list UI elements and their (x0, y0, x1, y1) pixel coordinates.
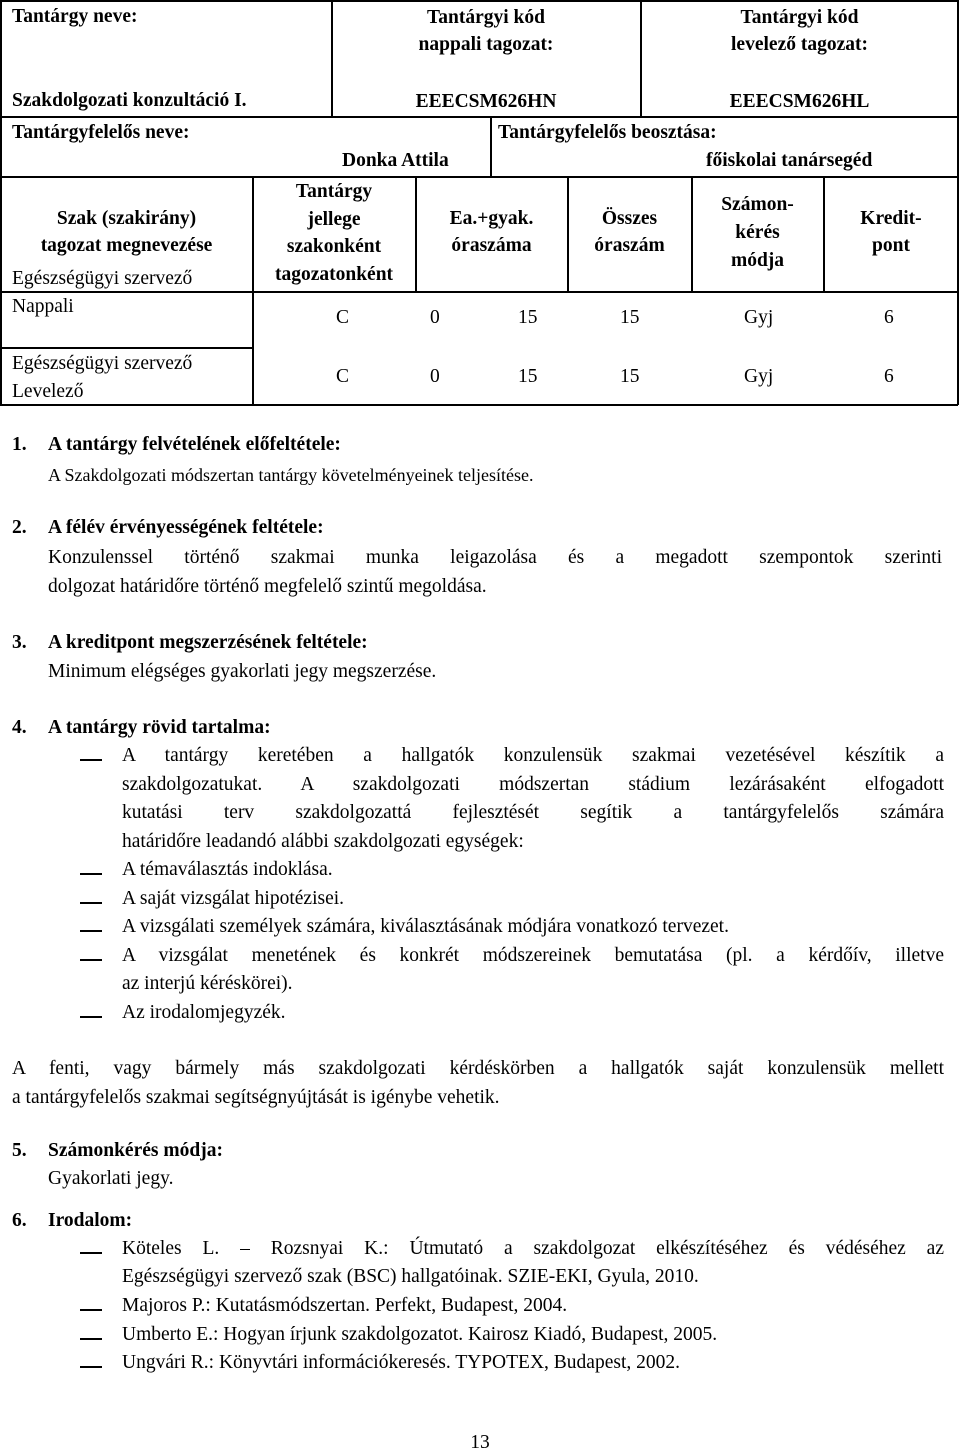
list-item: az interjú kéréskörei). (122, 973, 293, 994)
reference-item: Egészségügyi szervező szak (BSC) hallgatóinak. SZIE-EKI, Gyula, 2010. (122, 1266, 699, 1287)
reference-item: Umberto E.: Hogyan írjunk szakdolgozatot. Kairosz Kiadó, Budapest, 2005. (122, 1324, 718, 1345)
code-day: EEECSM626HN (415, 91, 557, 112)
program-name: Egészségügyi szervező (12, 353, 193, 374)
section-number: 2. (12, 517, 27, 538)
content-text-line: határidőre leadandó alábbi szakdolgozati egységek: (122, 831, 524, 852)
section-title: Irodalom: (48, 1210, 133, 1231)
credit-value: 6 (884, 366, 894, 387)
col-exam-line: kérés (735, 222, 780, 243)
table-rule (0, 0, 958, 2)
table-rule (0, 347, 252, 349)
list-item: A saját vizsgálat hipotézisei. (122, 888, 345, 909)
responsible-name: Donka Attila (342, 150, 449, 171)
section-4-heading (12, 717, 271, 739)
content-text-line: A tantárgy keretében a hallgatók konzulensük szakmai vezetésével készítik a (122, 745, 944, 766)
col-type (253, 178, 415, 288)
section-number: 6. (12, 1210, 27, 1231)
col-type-line: Tantárgy (295, 181, 373, 202)
table-rule (0, 116, 958, 118)
dash-bullet (80, 1252, 102, 1254)
code-corr-label (641, 4, 958, 58)
type-value: C (336, 366, 350, 387)
section-5-text: Gyakorlati jegy. (48, 1168, 174, 1189)
page-number: 13 (470, 1432, 490, 1453)
table-rule (0, 0, 2, 405)
col-program-line: Szak (szakirány) (56, 208, 197, 229)
hours-value: 0 (430, 366, 440, 387)
col-type-line: tagozatonként (274, 263, 394, 285)
section-number: 1. (12, 434, 27, 455)
exam-value: Gyj (744, 366, 774, 387)
section-title: A tantárgy rövid tartalma: (48, 717, 271, 738)
dash-bullet (80, 1338, 102, 1340)
note-text-line: a tantárgyfelelős szakmai segítségnyújtását is igénybe vehetik. (12, 1087, 500, 1108)
hours-value: 0 (430, 307, 440, 328)
section-title: A félév érvényességének feltétele: (48, 517, 324, 538)
section-2-text-line: Konzulenssel történő szakmai munka leigazolása és a megadott szempontok szerinti (48, 547, 942, 568)
reference-item: Köteles L. – Rozsnyai K.: Útmutató a szakdolgozat elkészítéséhez és védéséhez az (122, 1238, 944, 1259)
note-text-line: A fenti, vagy bármely más szakdolgozati kérdéskörben a hallgatók saját konzulensük mellett (12, 1058, 944, 1079)
section-title: Számonkérés módja: (48, 1140, 223, 1161)
col-credit-line: Kredit- (860, 208, 922, 229)
col-hours (416, 205, 567, 259)
course-name: Szakdolgozati konzultáció I. (12, 90, 247, 111)
responsible-label: Tantárgyfelelős neve: (12, 122, 190, 143)
position-label: Tantárgyfelelős beosztása: (498, 122, 717, 143)
section-number: 4. (12, 717, 27, 738)
list-item: A vizsgálati személyek számára, kiválasztásának módjára vonatkozó tervezet. (122, 916, 729, 937)
col-total-line: Összes (601, 208, 658, 229)
content-text-line: szakdolgozatukat. A szakdolgozati módszertan stádium lezárásaként elfogadott (122, 774, 944, 795)
col-type-line: szakonként (286, 236, 382, 257)
type-value: C (336, 307, 350, 328)
table-row (12, 350, 192, 406)
list-item: A témaválasztás indoklása. (122, 859, 333, 880)
section-number: 5. (12, 1140, 27, 1161)
col-program (1, 205, 252, 259)
section-1-text: A Szakdolgozati módszertan tantárgy követelményeinek teljesítése. (48, 465, 534, 485)
col-type-line: jellege (307, 208, 361, 230)
col-exam (692, 191, 823, 275)
section-number: 3. (12, 632, 27, 653)
credit-value: 6 (884, 307, 894, 328)
code-day-label (332, 4, 640, 58)
section-6-heading (12, 1210, 132, 1232)
table-row (12, 265, 192, 321)
section-title: A kreditpont megszerzésének feltétele: (48, 632, 368, 653)
sum-value: 15 (620, 366, 640, 387)
dash-bullet (80, 1016, 102, 1018)
col-exam-line: Számon- (721, 194, 794, 215)
reference-item: Majoros P.: Kutatásmódszertan. Perfekt, Budapest, 2004. (122, 1295, 568, 1316)
table-rule (490, 116, 492, 177)
position: főiskolai tanársegéd (706, 150, 873, 171)
sum-value: 15 (620, 307, 640, 328)
code-day-label-line: Tantárgyi kód (427, 7, 545, 28)
course-name-label: Tantárgy neve: (12, 6, 138, 27)
col-credit-line: pont (872, 235, 910, 256)
total-value: 15 (518, 307, 538, 328)
dash-bullet (80, 759, 102, 761)
course-header-table (0, 0, 960, 406)
col-total (568, 205, 691, 259)
section-1-heading (12, 434, 341, 456)
section-5-heading (12, 1140, 223, 1162)
col-hours-line: Ea.+gyak. (449, 208, 534, 229)
study-mode: Levelező (12, 381, 84, 402)
content-text-line: kutatási terv szakdolgozattá fejlesztését segítik a tantárgyfelelős számára (122, 802, 944, 823)
code-day-label-line: nappali tagozat: (418, 34, 554, 55)
table-rule (957, 0, 959, 405)
list-item: A vizsgálat menetének és konkrét módszereinek bemutatása (pl. a kérdőív, illetve (122, 945, 944, 966)
section-3-heading (12, 632, 368, 654)
total-value: 15 (518, 366, 538, 387)
exam-value: Gyj (744, 307, 774, 328)
dash-bullet (80, 873, 102, 875)
dash-bullet (80, 1309, 102, 1311)
col-total-line: óraszám (594, 235, 665, 256)
col-credit (824, 205, 958, 259)
section-2-heading (12, 517, 324, 539)
col-program-line: tagozat megnevezése (40, 235, 213, 256)
code-corr-label-line: levelező tagozat: (731, 34, 868, 55)
dash-bullet (80, 1366, 102, 1368)
section-title: A tantárgy felvételének előfeltétele: (48, 434, 341, 455)
section-2-text-line: dolgozat határidőre történő megfelelő szintű megoldása. (48, 576, 487, 597)
study-mode: Nappali (12, 296, 74, 317)
dash-bullet (80, 930, 102, 932)
dash-bullet (80, 959, 102, 961)
code-corr: EEECSM626HL (729, 91, 870, 112)
list-item: Az irodalomjegyzék. (122, 1002, 286, 1023)
code-corr-label-line: Tantárgyi kód (740, 7, 859, 28)
section-3-text: Minimum elégséges gyakorlati jegy megszerzése. (48, 661, 437, 682)
col-exam-line: módja (730, 250, 785, 271)
col-hours-line: óraszáma (451, 235, 532, 256)
table-rule (0, 176, 958, 178)
reference-item: Ungvári R.: Könyvtári információkeresés. TYPOTEX, Budapest, 2002. (122, 1352, 680, 1373)
dash-bullet (80, 902, 102, 904)
program-name: Egészségügyi szervező (12, 268, 193, 289)
